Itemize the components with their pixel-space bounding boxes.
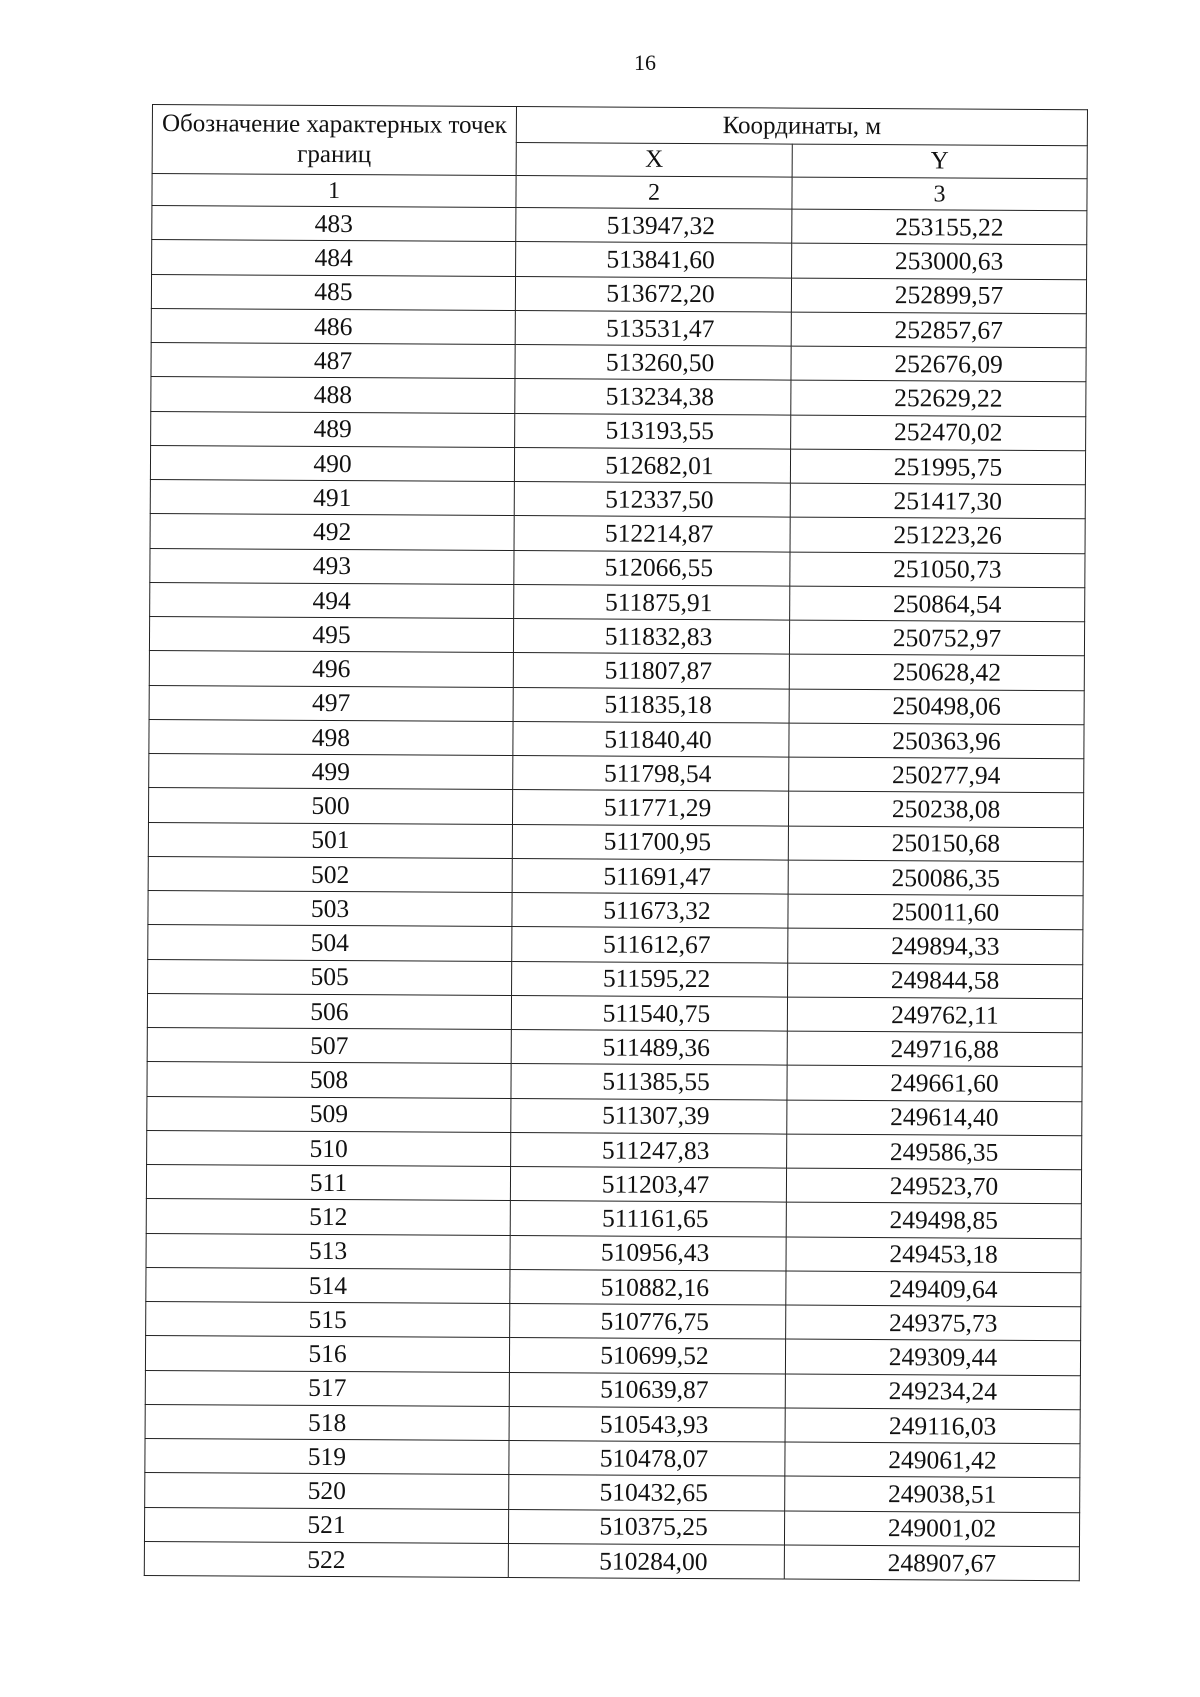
y-coordinate-cell: 252676,09 <box>791 346 1086 382</box>
point-designation-cell: 515 <box>146 1301 510 1337</box>
column-number-1: 1 <box>152 174 516 208</box>
table-row <box>148 788 1083 827</box>
table-row <box>152 240 1087 279</box>
x-coordinate-cell: 510882,16 <box>510 1269 786 1305</box>
x-coordinate-cell: 511612,67 <box>512 927 788 963</box>
y-coordinate-cell: 250363,96 <box>789 723 1084 759</box>
x-coordinate-cell: 511673,32 <box>512 893 788 929</box>
y-coordinate-cell: 252857,67 <box>791 312 1086 348</box>
y-coordinate-cell: 249586,35 <box>787 1134 1082 1170</box>
y-coordinate-cell: 249001,02 <box>784 1511 1079 1547</box>
x-coordinate-cell: 510478,07 <box>509 1441 785 1477</box>
point-designation-cell: 518 <box>145 1404 509 1440</box>
table-row <box>151 377 1086 416</box>
y-coordinate-cell: 250864,54 <box>790 586 1085 622</box>
point-designation-cell: 516 <box>145 1336 509 1372</box>
x-coordinate-cell: 513531,47 <box>515 310 791 346</box>
point-designation-cell: 504 <box>148 925 512 961</box>
y-coordinate-cell: 250086,35 <box>788 860 1083 896</box>
point-designation-cell: 502 <box>148 856 512 892</box>
x-coordinate-cell: 513193,55 <box>515 413 791 449</box>
table-row <box>149 651 1084 690</box>
x-coordinate-cell: 513234,38 <box>515 379 791 415</box>
table-row <box>149 719 1084 758</box>
page-number: 16 <box>634 50 656 75</box>
point-designation-cell: 487 <box>151 342 515 378</box>
x-coordinate-cell: 511807,87 <box>513 653 789 689</box>
x-coordinate-cell: 511489,36 <box>511 1030 787 1066</box>
point-designation-cell: 483 <box>152 206 516 242</box>
point-designation-cell: 517 <box>145 1370 509 1406</box>
table-row <box>150 514 1085 553</box>
table-row <box>144 1507 1079 1546</box>
x-coordinate-cell: 511595,22 <box>512 961 788 997</box>
table-row <box>152 206 1087 245</box>
y-coordinate-cell: 250752,97 <box>789 620 1084 656</box>
table-body <box>144 206 1087 1581</box>
y-coordinate-cell: 249061,42 <box>785 1442 1080 1478</box>
y-coordinate-cell: 249498,85 <box>786 1202 1081 1238</box>
table-row <box>145 1473 1080 1512</box>
y-coordinate-cell: 248907,67 <box>784 1545 1079 1581</box>
x-coordinate-cell: 511875,91 <box>514 584 790 620</box>
point-designation-cell: 505 <box>148 959 512 995</box>
point-designation-cell: 522 <box>144 1541 508 1577</box>
table-row <box>149 753 1084 792</box>
point-designation-cell: 500 <box>148 788 512 824</box>
table-row <box>147 1027 1082 1066</box>
table-row <box>147 1130 1082 1169</box>
x-coordinate-cell: 512066,55 <box>514 550 790 586</box>
point-designation-cell: 521 <box>144 1507 508 1543</box>
point-designation-cell: 494 <box>150 582 514 618</box>
table-row <box>146 1233 1081 1272</box>
table-row <box>150 548 1085 587</box>
point-designation-cell: 508 <box>147 1062 511 1098</box>
table-row <box>148 822 1083 861</box>
table-row <box>144 1541 1079 1580</box>
x-coordinate-cell: 510284,00 <box>508 1543 784 1579</box>
y-coordinate-cell: 250011,60 <box>788 894 1083 930</box>
coordinates-header: Координаты, м <box>516 107 1087 146</box>
point-designation-cell: 497 <box>149 685 513 721</box>
point-designation-cell: 511 <box>146 1164 510 1200</box>
x-coordinate-cell: 510956,43 <box>510 1235 786 1271</box>
x-coordinate-cell: 511771,29 <box>512 790 788 826</box>
y-coordinate-cell: 252899,57 <box>791 278 1086 314</box>
x-axis-header: X <box>516 142 792 177</box>
table-row <box>149 616 1084 655</box>
column-number-2: 2 <box>516 176 792 210</box>
x-coordinate-cell: 511247,83 <box>511 1132 787 1168</box>
y-coordinate-cell: 249614,40 <box>787 1100 1082 1136</box>
y-coordinate-cell: 249762,11 <box>787 997 1082 1033</box>
y-axis-header: Y <box>792 144 1087 179</box>
table-row <box>148 890 1083 929</box>
coordinates-table <box>144 104 1088 1581</box>
x-coordinate-cell: 513841,60 <box>516 242 792 278</box>
x-coordinate-cell: 511840,40 <box>513 721 789 757</box>
point-designation-cell: 512 <box>146 1199 510 1235</box>
table-row <box>146 1267 1081 1306</box>
point-designation-cell: 498 <box>149 719 513 755</box>
point-designation-cell: 510 <box>147 1130 511 1166</box>
point-designation-cell: 489 <box>151 411 515 447</box>
x-coordinate-cell: 511700,95 <box>512 824 788 860</box>
y-coordinate-cell: 251050,73 <box>790 552 1085 588</box>
table-row <box>146 1301 1081 1340</box>
y-coordinate-cell: 249844,58 <box>788 963 1083 999</box>
y-coordinate-cell: 250150,68 <box>788 826 1083 862</box>
point-designation-cell: 507 <box>147 1027 511 1063</box>
point-designation-cell: 484 <box>152 240 516 276</box>
x-coordinate-cell: 511385,55 <box>511 1064 787 1100</box>
point-designation-cell: 490 <box>150 445 514 481</box>
table-row <box>151 274 1086 313</box>
table-row <box>150 445 1085 484</box>
table-row <box>150 582 1085 621</box>
y-coordinate-cell: 250238,08 <box>788 791 1083 827</box>
y-coordinate-cell: 252629,22 <box>791 380 1086 416</box>
table-row <box>145 1336 1080 1375</box>
x-coordinate-cell: 510699,52 <box>509 1338 785 1374</box>
column-number-3: 3 <box>792 177 1087 211</box>
table-row <box>148 925 1083 964</box>
y-coordinate-cell: 251995,75 <box>790 449 1085 485</box>
x-coordinate-cell: 511798,54 <box>513 756 789 792</box>
x-coordinate-cell: 511540,75 <box>511 995 787 1031</box>
point-designation-cell: 509 <box>147 1096 511 1132</box>
y-coordinate-cell: 249661,60 <box>787 1065 1082 1101</box>
table-row <box>147 993 1082 1032</box>
point-designation-cell: 495 <box>149 616 513 652</box>
y-coordinate-cell: 249375,73 <box>786 1305 1081 1341</box>
y-coordinate-cell: 249716,88 <box>787 1031 1082 1067</box>
table-row <box>147 1062 1082 1101</box>
table-row <box>146 1164 1081 1203</box>
x-coordinate-cell: 510432,65 <box>509 1475 785 1511</box>
x-coordinate-cell: 510543,93 <box>509 1406 785 1442</box>
y-coordinate-cell: 249234,24 <box>785 1374 1080 1410</box>
table-row <box>145 1438 1080 1477</box>
table-row <box>151 411 1086 450</box>
x-coordinate-cell: 512214,87 <box>514 516 790 552</box>
header-row-1 <box>152 105 1087 146</box>
point-designation-cell: 485 <box>151 274 515 310</box>
table-row <box>151 308 1086 347</box>
point-designation-cell: 491 <box>150 479 514 515</box>
x-coordinate-cell: 513260,50 <box>515 345 791 381</box>
y-coordinate-cell: 249038,51 <box>785 1476 1080 1512</box>
y-coordinate-cell: 249116,03 <box>785 1408 1080 1444</box>
y-coordinate-cell: 252470,02 <box>791 415 1086 451</box>
table-row <box>145 1370 1080 1409</box>
y-coordinate-cell: 253000,63 <box>792 243 1087 279</box>
x-coordinate-cell: 510639,87 <box>509 1372 785 1408</box>
point-designation-cell: 493 <box>150 548 514 584</box>
point-designation-cell: 486 <box>151 308 515 344</box>
x-coordinate-cell: 512682,01 <box>514 447 790 483</box>
point-designation-cell: 488 <box>151 377 515 413</box>
x-coordinate-cell: 510375,25 <box>508 1509 784 1545</box>
y-coordinate-cell: 251223,26 <box>790 517 1085 553</box>
x-coordinate-cell: 511307,39 <box>511 1098 787 1134</box>
point-designation-cell: 501 <box>148 822 512 858</box>
x-coordinate-cell: 510776,75 <box>510 1304 786 1340</box>
table-row <box>148 959 1083 998</box>
coordinates-table-container <box>144 104 1087 1581</box>
x-coordinate-cell: 513947,32 <box>516 208 792 244</box>
table-header <box>152 105 1088 211</box>
x-coordinate-cell: 511832,83 <box>513 619 789 655</box>
y-coordinate-cell: 249409,64 <box>786 1271 1081 1307</box>
y-coordinate-cell: 250277,94 <box>789 757 1084 793</box>
table-row <box>151 342 1086 381</box>
table-row <box>149 685 1084 724</box>
point-designation-cell: 514 <box>146 1267 510 1303</box>
y-coordinate-cell: 249894,33 <box>788 928 1083 964</box>
point-designation-cell: 520 <box>145 1473 509 1509</box>
y-coordinate-cell: 249453,18 <box>786 1237 1081 1273</box>
point-designation-cell: 506 <box>147 993 511 1029</box>
x-coordinate-cell: 511835,18 <box>513 687 789 723</box>
point-designation-cell: 499 <box>149 753 513 789</box>
y-coordinate-cell: 250628,42 <box>789 654 1084 690</box>
table-row <box>147 1096 1082 1135</box>
x-coordinate-cell: 512337,50 <box>514 482 790 518</box>
x-coordinate-cell: 511203,47 <box>510 1167 786 1203</box>
point-designation-cell: 519 <box>145 1438 509 1474</box>
table-row <box>146 1199 1081 1238</box>
point-designation-cell: 503 <box>148 890 512 926</box>
table-row <box>148 856 1083 895</box>
y-coordinate-cell: 251417,30 <box>790 483 1085 519</box>
point-designation-cell: 496 <box>149 651 513 687</box>
point-designation-cell: 492 <box>150 514 514 550</box>
column-number-row <box>152 174 1087 211</box>
y-coordinate-cell: 253155,22 <box>792 209 1087 245</box>
y-coordinate-cell: 249309,44 <box>785 1339 1080 1375</box>
x-coordinate-cell: 511691,47 <box>512 858 788 894</box>
x-coordinate-cell: 511161,65 <box>510 1201 786 1237</box>
y-coordinate-cell: 250498,06 <box>789 689 1084 725</box>
table-row <box>145 1404 1080 1443</box>
table-row <box>150 479 1085 518</box>
point-designation-cell: 513 <box>146 1233 510 1269</box>
y-coordinate-cell: 249523,70 <box>786 1168 1081 1204</box>
designation-header: Обозначение характерных точек границ <box>152 105 516 176</box>
x-coordinate-cell: 513672,20 <box>515 276 791 312</box>
